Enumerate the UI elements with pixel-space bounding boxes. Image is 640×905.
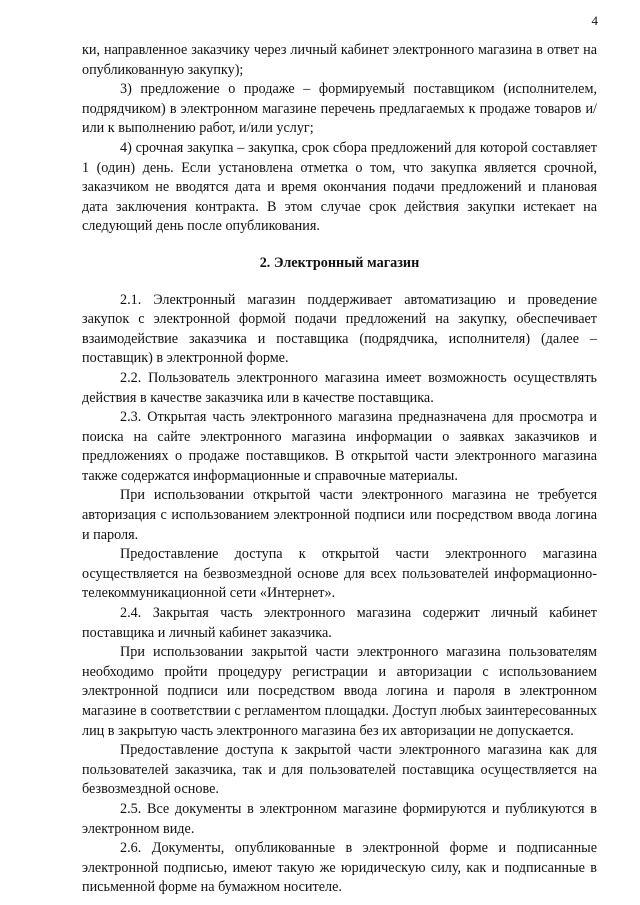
paragraph-2-3: 2.3. Открытая часть электронного магазина предназначена для просмотра и поиска на сайте электронного магазина информации о заявках заказчиков и предложениях о продаже поставщиков. В открытой части электронного магазина также содержатся информационные и справочные материалы. — [82, 409, 597, 484]
paragraph-2-4: 2.4. Закрытая часть электронного магазина содержит личный кабинет поставщика и личный кабинет заказчика. — [82, 605, 597, 641]
page-number: 4 — [591, 13, 598, 28]
paragraph-2-4-auth: При использовании закрытой части электронного магазина пользователям необходимо пройти процедуру регистрации и авторизации с использованием электронной подписи или посредством ввода логина и пароля в электронном магазине в соответствии с регламентом площадки. Доступ любых заинтересованных лиц в закрытую часть электронного магазина без их авторизации не допускается. — [82, 644, 597, 739]
paragraph-2-3-auth: При использовании открытой части электронного магазина не требуется авторизация с использованием электронной подписи или посредством ввода логина и пароля. — [82, 487, 597, 543]
paragraph-definition-3: 3) предложение о продаже – формируемый поставщиком (исполнителем, подрядчиком) в электронном магазине перечень предлагаемых к продаже товаров и/или к выполнению работ, и/или услуг; — [82, 81, 597, 137]
paragraph-2-4-access: Предоставление доступа к закрытой части электронного магазина как для пользователей заказчика, так и для пользователей поставщика осуществляется на безвозмездной основе. — [82, 742, 597, 798]
paragraph-2-1: 2.1. Электронный магазин поддерживает автоматизацию и проведение закупок с электронной формой подачи предложений на закупку, обеспечивает взаимодействие заказчика и поставщика (подрядчика, исполнителя) (далее – поставщик) в электронной форме. — [82, 291, 597, 367]
paragraph-2-2: 2.2. Пользователь электронного магазина имеет возможность осуществлять действия в качестве заказчика или в качестве поставщика. — [82, 369, 597, 406]
paragraph-continued: ки, направленное заказчику через личный кабинет электронного магазина в ответ на опубликованную закупку); — [82, 42, 597, 78]
document-body — [82, 41, 597, 898]
paragraph-2-6: 2.6. Документы, опубликованные в электронной форме и подписанные электронной подписью, имеют такую же юридическую силу, как и подписанные в письменной форме на бумажном носителе. — [82, 840, 597, 896]
paragraph-definition-4: 4) срочная закупка – закупка, срок сбора предложений для которой составляет 1 (один) день. Если установлена отметка о том, что закупка является срочной, заказчиком не вводятся дата и время окончания подачи предложений и плановая дата заключения контракта. В этом случае срок действия закупки истекает на следующий день после опубликования. — [82, 139, 597, 235]
section-heading-text: 2. Электронный магазин — [259, 254, 420, 271]
paragraph-2-3-access: Предоставление доступа к открытой части электронного магазина осуществляется на безвозмездной основе для всех пользователей информационно-телекоммуникационной сети «Интернет». — [82, 546, 597, 602]
section-heading — [82, 254, 597, 274]
paragraph-2-5: 2.5. Все документы в электронном магазине формируются и публикуются в электронном виде. — [82, 800, 597, 837]
